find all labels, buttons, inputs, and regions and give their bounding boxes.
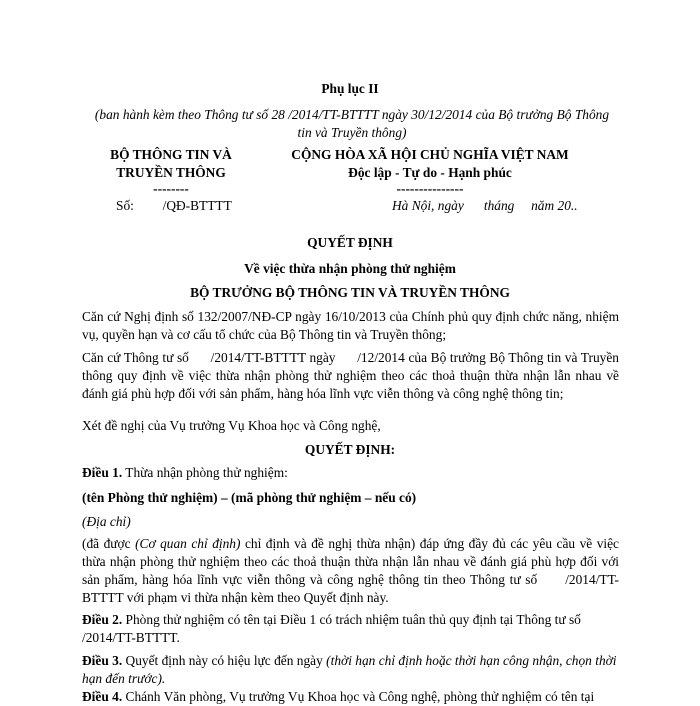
appendix-subtitle — [82, 106, 622, 142]
article-3-validity-note: (thời hạn chỉ định hoặc thời hạn công nhận, chọn thời hạn đến trước). — [82, 653, 617, 686]
decision-subject: Về việc thừa nhận phòng thử nghiệm — [244, 261, 456, 276]
article-1-label: Điều 1. — [82, 465, 123, 480]
article-1-text: Thừa nhận phòng thử nghiệm: — [122, 465, 288, 480]
article-2 — [82, 611, 619, 647]
article-4 — [82, 688, 619, 706]
article-2-label: Điều 2. — [82, 612, 123, 627]
article-4-text: Chánh Văn phòng, Vụ trưởng Vụ Khoa học và Công nghệ, phòng thử nghiệm có tên tại — [122, 689, 595, 704]
legal-basis-2: Căn cứ Thông tư số /2014/TT-BTTTT ngày /12/2014 của Bộ trưởng Bộ Thông tin và Truyền thông quy định về việc thừa nhận phòng thử nghiệm theo các thoả thuận thừa nhận lẫn nhau về đánh giá phù hợp đối với sản phẩm, hàng hóa lĩnh vực viễn thông và công nghệ thông tin; — [82, 350, 623, 401]
republic-heading — [270, 146, 590, 196]
designating-body: (Cơ quan chỉ định) — [135, 536, 241, 551]
document-number-value: /QĐ-BTTTT — [162, 198, 232, 213]
republic-motto: Độc lập - Tự do - Hạnh phúc — [348, 165, 512, 180]
article-1-body-rest: chỉ định và đề nghị thừa nhận) đáp ứng đầy đủ các yêu cầu về việc thừa nhận phòng thử nghiệm theo các thoả thuận thừa nhận lẫn nhau về đánh giá phù hợp đối với sản phẩm, hàng hóa lĩnh vực viễn thông và công nghệ thông tin theo Thông tư số /2014/TT-BTTTT với phạm vi thừa nhận kèm theo Quyết định này. — [82, 536, 623, 605]
article-4-label: Điều 4. — [82, 689, 123, 704]
minister-title: BỘ TRƯỞNG BỘ THÔNG TIN VÀ TRUYỀN THÔNG — [190, 285, 510, 300]
republic-name: CỘNG HÒA XÃ HỘI CHỦ NGHĨA VIỆT NAM — [291, 147, 569, 162]
ministry-separator: -------- — [153, 181, 189, 196]
appendix-subtitle-line-1: (ban hành kèm theo Thông tư số 28 /2014/TT-BTTTT ngày 30/12/2014 của Bộ trưởng Bộ Thông — [94, 107, 610, 122]
decides-heading: QUYẾT ĐỊNH: — [304, 442, 396, 457]
article-3-label: Điều 3. — [82, 653, 123, 668]
ministry-name-line-1: BỘ THÔNG TIN VÀ — [110, 147, 232, 162]
proposal-text: Xét đề nghị của Vụ trưởng Vụ Khoa học và Công nghệ, — [82, 418, 381, 433]
document-number-label: Số: — [116, 198, 134, 213]
legal-basis-1: Căn cứ Nghị định số 132/2007/NĐ-CP ngày 16/10/2013 của Chính phủ quy định chức năng, nhiệm vụ, quyền hạn và cơ cấu tổ chức của Bộ Thông tin và Truyền thông; — [82, 309, 619, 342]
appendix-title: Phụ lục II — [321, 81, 379, 96]
place-date: Hà Nội, ngày tháng năm 20.. — [392, 198, 578, 213]
ministry-name-line-2: TRUYỀN THÔNG — [116, 165, 226, 180]
article-3-text: Quyết định này có hiệu lực đến ngày — [122, 653, 327, 668]
lab-name: (tên Phòng thử nghiệm) – (mã phòng thử nghiệm – nếu có) — [82, 490, 417, 505]
republic-separator: --------------- — [396, 181, 464, 196]
document-number — [116, 197, 232, 215]
article-3 — [82, 652, 619, 688]
ministry-name — [82, 146, 260, 196]
article-1-body — [82, 535, 623, 607]
article-2-text: Phòng thử nghiệm có tên tại Điều 1 có trách nhiệm tuân thủ quy định tại Thông tư số /2014/TT-BTTTT. — [82, 612, 581, 645]
article-1 — [82, 464, 619, 482]
appendix-subtitle-line-2: tin và Truyền thông) — [297, 125, 407, 140]
article-1-body-start: (đã được — [82, 536, 136, 551]
decision-title: QUYẾT ĐỊNH — [307, 235, 393, 250]
lab-address: (Địa chỉ) — [82, 514, 131, 529]
